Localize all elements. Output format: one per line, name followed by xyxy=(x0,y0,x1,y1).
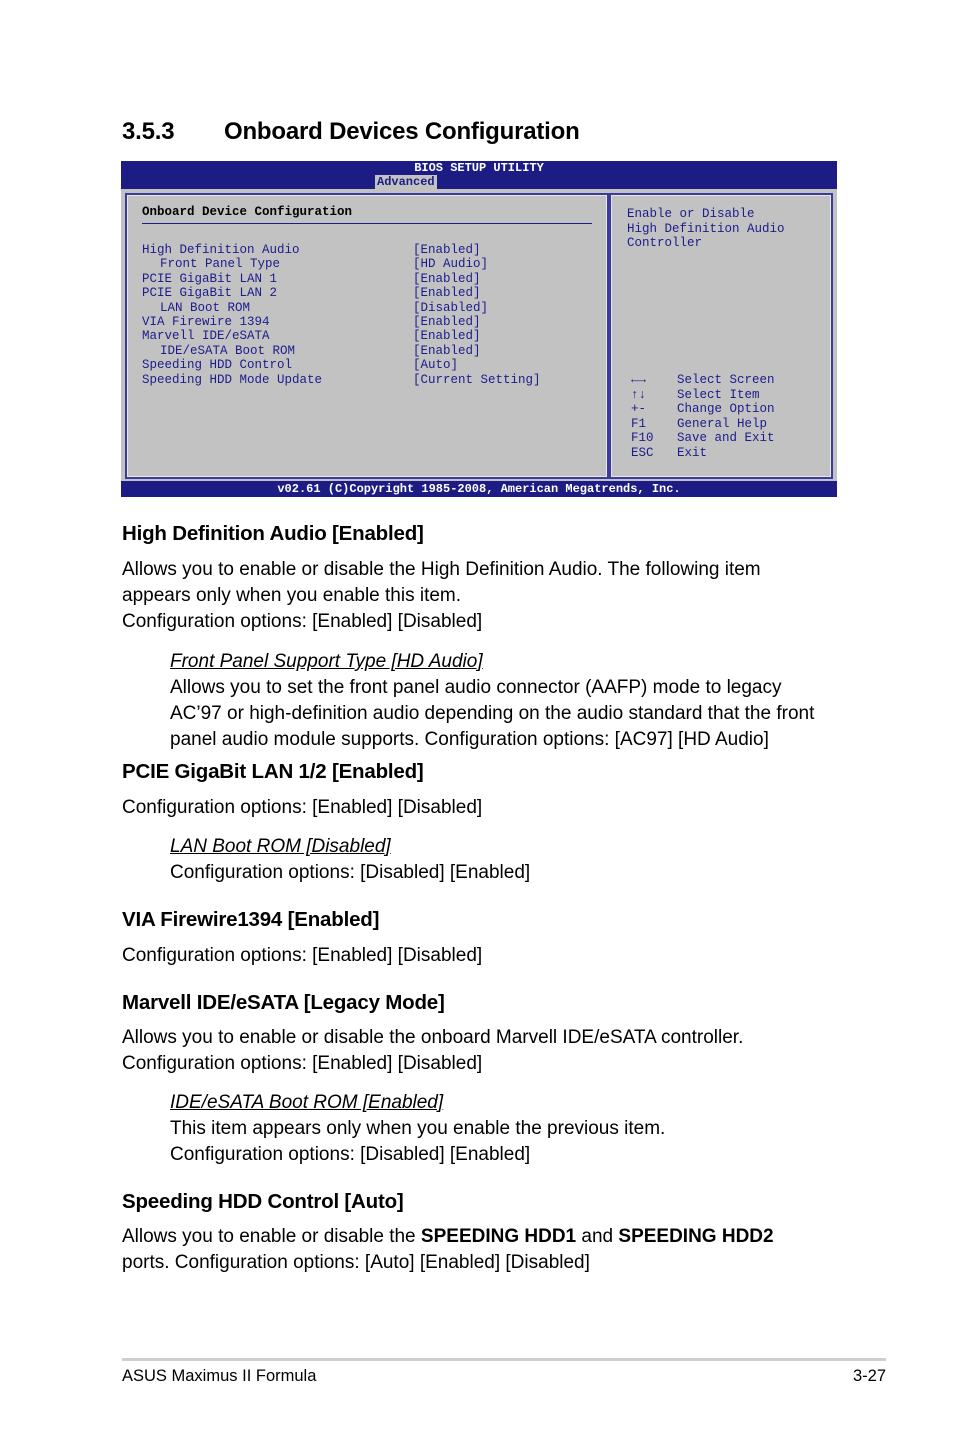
key-label: ESC xyxy=(631,445,654,460)
lan-boot-subheading: LAN Boot ROM [Disabled] xyxy=(170,836,391,857)
front-panel-subheading: Front Panel Support Type [HD Audio] xyxy=(170,651,483,672)
bios-row-value: [Enabled] xyxy=(413,314,481,329)
arrows-up-down-icon: ↑↓ xyxy=(631,387,647,402)
help-line: Controller xyxy=(627,236,703,251)
footer-page-number: 3-27 xyxy=(852,1367,886,1385)
bios-settings-list xyxy=(142,243,602,387)
text-line: Allows you to enable or disable the High Definition Audio. The following item xyxy=(122,559,761,580)
port-name: SPEEDING HDD1 xyxy=(420,1226,577,1247)
key-desc: Change Option xyxy=(677,402,775,417)
bios-row-value: [Enabled] xyxy=(413,243,481,257)
bios-row-label: LAN Boot ROM xyxy=(160,300,251,315)
text-line: AC’97 or high-definition audio depending on the audio standard that the front xyxy=(170,703,815,724)
ide-boot-block xyxy=(170,1090,840,1168)
bios-row-label: Front Panel Type xyxy=(160,257,281,272)
bios-row-label: PCIE GigaBit LAN 1 xyxy=(142,271,278,286)
ide-boot-subheading: IDE/eSATA Boot ROM [Enabled] xyxy=(170,1092,444,1113)
marvell-heading: Marvell IDE/eSATA [Legacy Mode] xyxy=(122,991,445,1014)
bios-titlebar xyxy=(121,161,837,189)
key-desc: Exit xyxy=(677,445,708,460)
footer-divider xyxy=(122,1358,886,1361)
lan-options: Configuration options: [Enabled] [Disabled] xyxy=(122,797,483,818)
speeding-description xyxy=(122,1224,842,1276)
bios-row-marvell-ide-esata[interactable] xyxy=(142,329,602,343)
text-line: appears only when you enable this item. xyxy=(122,585,462,606)
text-line: Configuration options: [Enabled] [Disabled] xyxy=(122,611,483,632)
text-line: Allows you to enable or disable the onboard Marvell IDE/eSATA controller. xyxy=(122,1027,744,1048)
via-heading: VIA Firewire1394 [Enabled] xyxy=(122,908,380,931)
via-options: Configuration options: [Enabled] [Disabled] xyxy=(122,945,483,966)
text-span: and xyxy=(576,1226,619,1247)
text-line: This item appears only when you enable the previous item. xyxy=(170,1118,666,1139)
section-title xyxy=(122,118,580,146)
key-label: F1 xyxy=(631,416,647,431)
key-desc: General Help xyxy=(677,416,768,431)
bios-row-label: High Definition Audio xyxy=(142,243,300,257)
bios-row-high-definition-audio[interactable] xyxy=(142,243,602,257)
port-name: SPEEDING HDD2 xyxy=(618,1226,774,1247)
bios-row-label: Marvell IDE/eSATA xyxy=(142,329,270,344)
help-line: Enable or Disable xyxy=(627,207,755,221)
bios-row-value: [HD Audio] xyxy=(413,257,489,272)
key-desc: Select Item xyxy=(677,387,760,402)
bios-tab-advanced[interactable]: Advanced xyxy=(377,175,435,189)
text-line: Configuration options: [Disabled] [Enabled] xyxy=(170,862,531,883)
bios-screenshot xyxy=(121,161,837,497)
bios-row-label: PCIE GigaBit LAN 2 xyxy=(142,286,278,301)
bios-help-panel xyxy=(609,193,833,479)
key-desc: Select Screen xyxy=(677,373,775,387)
bios-row-value: [Auto] xyxy=(413,358,459,373)
bios-row-value: [Enabled] xyxy=(413,271,481,286)
bios-row-value: [Disabled] xyxy=(413,300,489,315)
bios-row-speeding-hdd-control[interactable] xyxy=(142,358,602,372)
bios-row-label: VIA Firewire 1394 xyxy=(142,314,270,329)
bios-copyright-footer: v02.61 (C)Copyright 1985-2008, American Megatrends, Inc. xyxy=(121,481,837,497)
lan-heading: PCIE GigaBit LAN 1/2 [Enabled] xyxy=(122,760,424,783)
key-label: +- xyxy=(631,402,647,417)
section-heading: Onboard Devices Configuration xyxy=(224,118,580,145)
text-line: panel audio module supports. Configuration options: [AC97] [HD Audio] xyxy=(170,729,769,750)
bios-title: BIOS SETUP UTILITY xyxy=(414,161,544,175)
bios-row-front-panel-type[interactable] xyxy=(142,257,602,271)
text-span: Allows you to enable or disable the xyxy=(122,1226,421,1247)
front-panel-block xyxy=(170,649,840,753)
hda-description xyxy=(122,557,842,635)
bios-row-lan-boot-rom[interactable] xyxy=(142,301,602,315)
bios-row-speeding-hdd-mode-update[interactable] xyxy=(142,373,602,387)
bios-heading-divider xyxy=(142,223,592,224)
bios-row-label: Speeding HDD Control xyxy=(142,358,293,373)
key-desc: Save and Exit xyxy=(677,431,775,446)
bios-row-via-firewire[interactable] xyxy=(142,315,602,329)
bios-panel-heading: Onboard Device Configuration xyxy=(142,205,353,219)
footer-product: ASUS Maximus II Formula xyxy=(122,1367,317,1385)
arrows-left-right-icon: ←→ xyxy=(631,373,647,387)
help-line: High Definition Audio xyxy=(627,221,785,236)
text-line: Configuration options: [Enabled] [Disabled] xyxy=(122,1053,483,1074)
hda-heading: High Definition Audio [Enabled] xyxy=(122,522,424,545)
text-line: Allows you to set the front panel audio connector (AAFP) mode to legacy xyxy=(170,677,782,698)
lan-boot-block xyxy=(170,834,840,886)
bios-row-pcie-lan-1[interactable] xyxy=(142,272,602,286)
bios-row-value: [Enabled] xyxy=(413,343,481,358)
marvell-description xyxy=(122,1025,842,1077)
bios-row-ide-esata-boot-rom[interactable] xyxy=(142,344,602,358)
bios-row-value: [Enabled] xyxy=(413,286,481,301)
speeding-heading: Speeding HDD Control [Auto] xyxy=(122,1190,404,1213)
key-label: F10 xyxy=(631,431,654,446)
bios-row-label: IDE/eSATA Boot ROM xyxy=(160,343,296,358)
section-number: 3.5.3 xyxy=(122,118,175,145)
bios-row-pcie-lan-2[interactable] xyxy=(142,286,602,300)
text-line: ports. Configuration options: [Auto] [Enabled] [Disabled] xyxy=(122,1252,590,1273)
bios-settings-panel xyxy=(125,193,609,479)
bios-row-value: [Enabled] xyxy=(413,329,481,344)
text-line xyxy=(122,1224,842,1250)
bios-row-value: [Current Setting] xyxy=(413,372,541,387)
text-line: Configuration options: [Disabled] [Enabled] xyxy=(170,1144,531,1165)
bios-help-text xyxy=(627,207,817,251)
bios-row-label: Speeding HDD Mode Update xyxy=(142,372,323,387)
